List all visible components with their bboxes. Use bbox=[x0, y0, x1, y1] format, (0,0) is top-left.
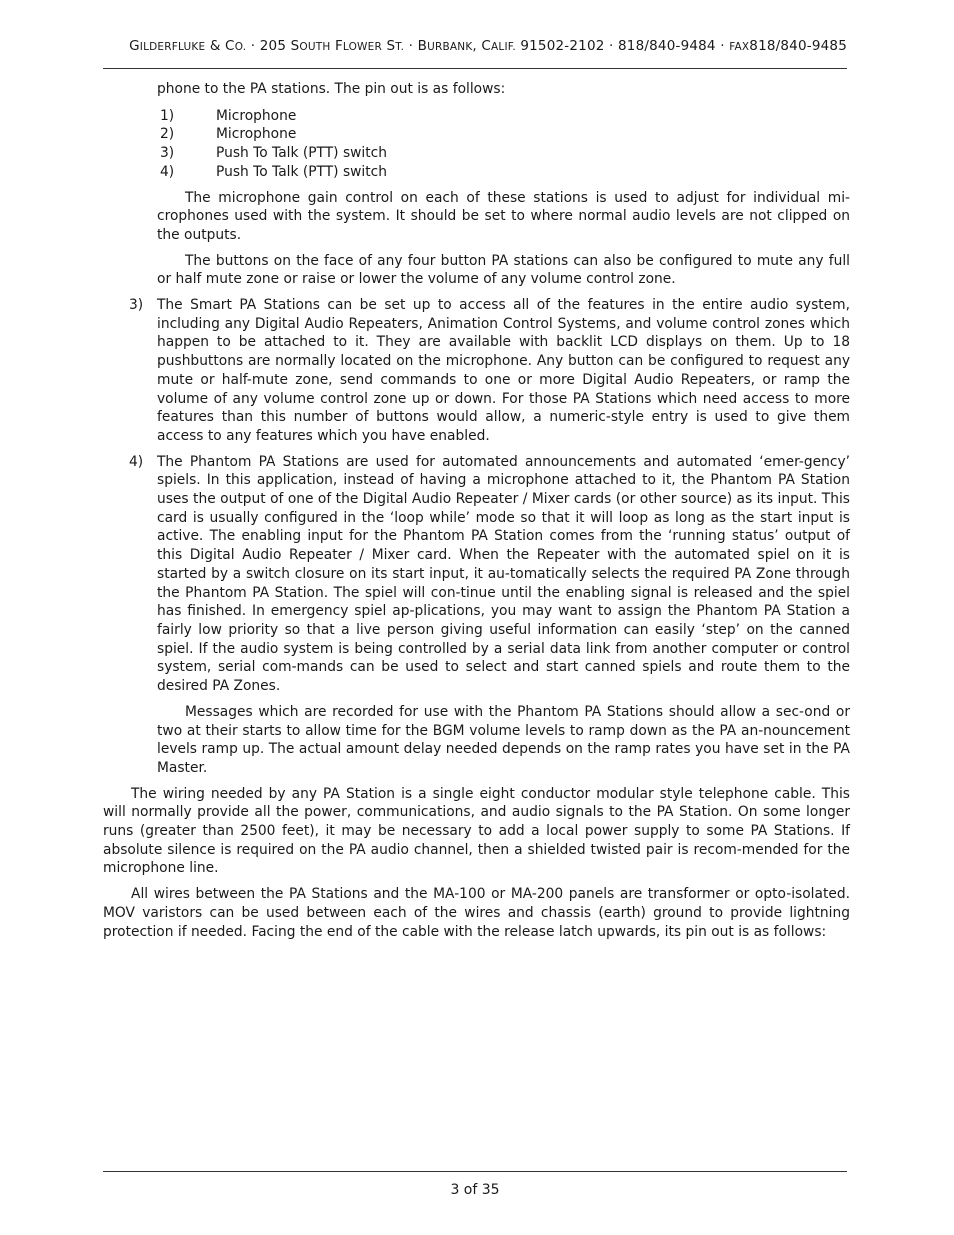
mic-pin-list bbox=[160, 107, 850, 182]
page-number: 3 of 35 bbox=[450, 1182, 500, 1198]
header-divider bbox=[103, 68, 847, 69]
page-header: GILDERFLUKE & CO. · 205 SOUTH FLOWER ST. · BURBANK, CALIF. 91502-2102 · 818/840-9484 · FAX818/840-9485 bbox=[129, 38, 847, 54]
list-item-smart-pa: 3) The Smart PA Stations can be set up to access all of the features in the entire audio system, including any Digital Audio Repeaters, Animation Control Systems, and volume control zones which happen to be attached to it. They are available with backlit LCD displays on them. Up to 18 pushbuttons are normally located on the microphone. Any button can be configured to request any mute or half-mute zone, send commands to one or more Digital Audio Repeaters, or ramp the volume of any volume control zone up or down. For those PA Stations which need access to more features than this number of buttons would allow, a numeric-style entry is used to give them access to any features which you have enabled. bbox=[129, 297, 850, 444]
list-item: 1) Microphone bbox=[160, 107, 297, 124]
city-address: BURBANK, CALIF. 91502-2102 bbox=[417, 38, 605, 54]
list-item: 3) Push To Talk (PTT) switch bbox=[160, 145, 387, 162]
paragraph-buttons: The buttons on the face of any four button PA stations can also be configured to mute any full or half mute zone or raise or lower the volume of any volume control zone. bbox=[157, 252, 850, 288]
paragraph-wiring: The wiring needed by any PA Station is a single eight conductor modular style telephone cable. This will normally provide all the power, communications, and audio signals to the PA Station. On some longer runs (greater than 2500 feet), it may be necessary to add a local power supply to some PA Stations. If absolute silence is required on the PA audio channel, then a shielded twisted pair is recom-mended for the microphone line. bbox=[103, 785, 850, 877]
document-body bbox=[103, 80, 850, 941]
intro-line: phone to the PA stations. The pin out is as follows: bbox=[157, 81, 506, 97]
fax-label: FAX bbox=[729, 41, 750, 53]
list-item-phantom-pa: 4) The Phantom PA Stations are used for automated announcements and automated ‘emer-gency’ spiels. In this application, instead of having a microphone attached to it, the Phantom PA Station uses the output of one of the Digital Audio Repeater / Mixer cards (or other source) as its input. This card is usually configured in the ‘loop while’ mode so that it will loop as long as the start input is active. The enabling input for the Phantom PA Station comes from the ‘running status’ output of this Digital Audio Repeater / Mixer card. When the Repeater with the automated spiel on it is started by a switch closure on its start input, it au-tomatically selects the required PA Zone through the Phantom PA Station. The spiel will con-tinue until the enabling signal is released and the spiel has finished. In emergency spiel ap-plications, you may want to assign the Phantom PA Station a fairly low priority so that a live person giving useful information can easily ‘step’ on the canned spiel. If the audio system is being controlled by a serial data link from another computer or control system, serial com-mands can be used to select and start canned spiels and route them to the desired PA Zones. bbox=[129, 453, 850, 695]
list-item: 2) Microphone bbox=[160, 126, 297, 143]
street-address: 205 SOUTH FLOWER ST. bbox=[259, 38, 405, 54]
company-name: GILDERFLUKE & CO. bbox=[129, 38, 247, 54]
paragraph-wires: All wires between the PA Stations and the MA-100 or MA-200 panels are transformer or opto-isolated. MOV varistors can be used between each of the wires and chassis (earth) ground to provide lightning protection if needed. Facing the end of the cable with the release latch upwards, its pin out is as follows: bbox=[103, 886, 850, 940]
paragraph-gain: The microphone gain control on each of these stations is used to adjust for individual mi-crophones used with the system. It should be set to where normal audio levels are not clipped on the outputs. bbox=[157, 189, 850, 243]
phone-number: 818/840-9484 bbox=[618, 38, 716, 54]
paragraph-messages: Messages which are recorded for use with the Phantom PA Stations should allow a sec-ond or two at their starts to allow time for the BGM volume levels to ramp down as the PA an-nouncement levels ramp up. The actual amount delay needed depends on the ramp rates you have set in the PA Master. bbox=[157, 703, 850, 776]
fax-number: 818/840-9485 bbox=[749, 38, 847, 54]
footer-divider bbox=[103, 1171, 847, 1172]
list-item: 4) Push To Talk (PTT) switch bbox=[160, 163, 387, 180]
